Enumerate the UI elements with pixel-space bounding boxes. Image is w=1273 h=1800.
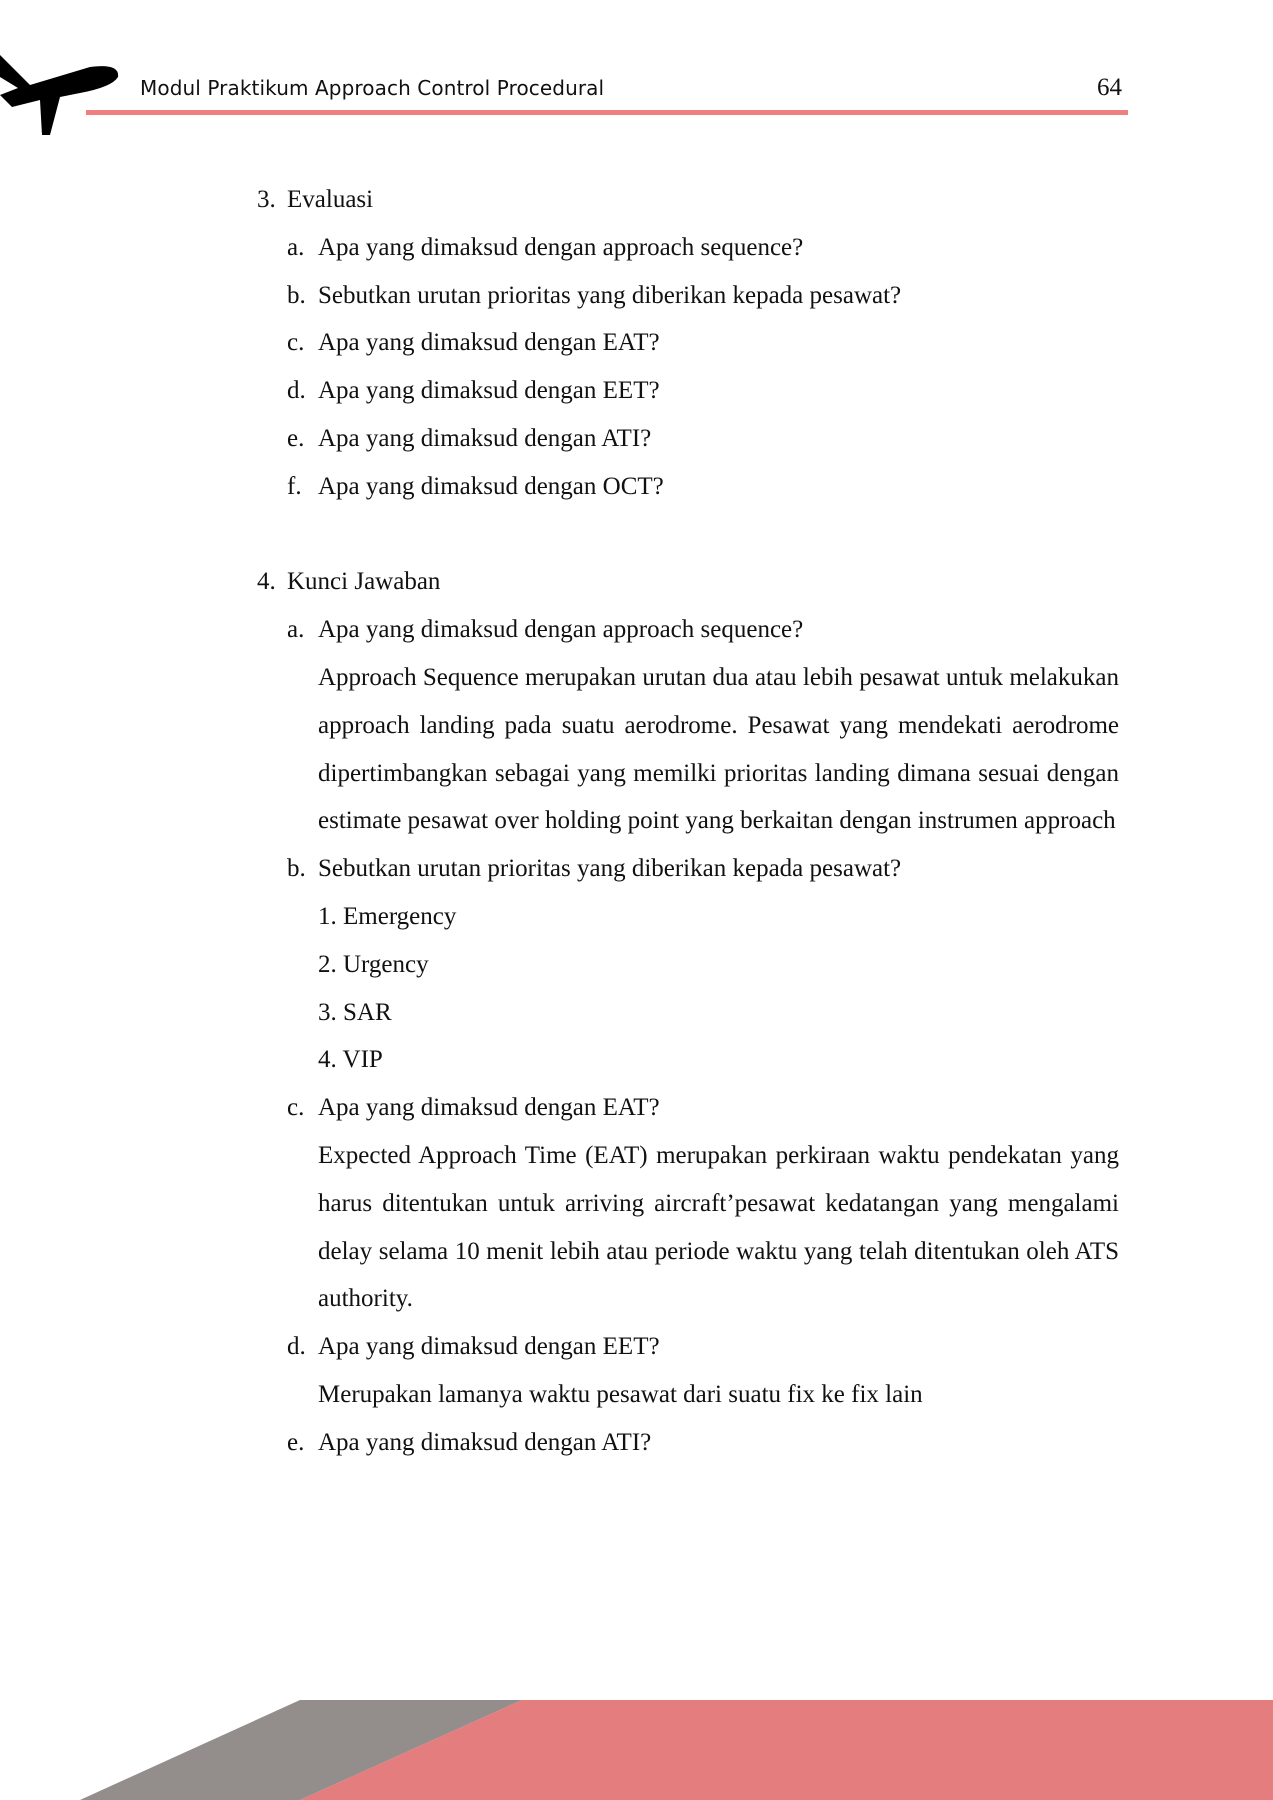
answer-text: Expected Approach Time (EAT) merupakan perkiraan waktu pendekatan yang harus ditentukan untuk arriving aircraft’pesawat kedatangan yang mengalami delay selama 10 menit lebih atau periode waktu yang telah ditentukan oleh ATS authority. (318, 1141, 1119, 1313)
list-item (257, 415, 1119, 463)
list-item (257, 367, 1119, 415)
item-question: Sebutkan urutan prioritas yang diberikan kepada pesawat? (318, 281, 902, 309)
list-item (257, 1419, 1119, 1467)
item-label: a. (287, 233, 305, 261)
answer-text: Merupakan lamanya waktu pesawat dari suatu fix ke fix lain (318, 1380, 923, 1408)
section-heading (257, 176, 1119, 224)
item-question: Apa yang dimaksud dengan EAT? (318, 329, 660, 357)
list-item (257, 1084, 1119, 1132)
header-divider (86, 110, 1128, 115)
item-label: d. (287, 1333, 306, 1361)
list-item (257, 272, 1119, 320)
item-question: Apa yang dimaksud dengan OCT? (318, 472, 664, 500)
item-question: Apa yang dimaksud dengan approach sequence? (318, 616, 804, 644)
item-question: Apa yang dimaksud dengan approach sequence? (318, 233, 804, 261)
item-label: e. (287, 1428, 305, 1456)
list-item (257, 224, 1119, 272)
item-label: a. (287, 616, 305, 644)
section-number: 4. (257, 568, 276, 596)
answer-text: Approach Sequence merupakan urutan dua atau lebih pesawat untuk melakukan approach landing pada suatu aerodrome. Pesawat yang mendekati aerodrome dipertimbangkan sebagai yang memilki prioritas landing dimana sesuai dengan estimate pesawat over holding point yang berkaitan dengan instrumen approach (318, 663, 1119, 835)
priority-item: 2. Urgency (318, 950, 429, 978)
priority-item: 1. Emergency (318, 902, 457, 930)
item-label: c. (287, 1094, 305, 1122)
page-number: 64 (1097, 74, 1122, 101)
item-question: Apa yang dimaksud dengan ATI? (318, 1428, 652, 1456)
priority-item: 3. SAR (318, 998, 392, 1026)
item-label: e. (287, 424, 305, 452)
list-item (257, 463, 1119, 511)
item-label: c. (287, 329, 305, 357)
section-title: Kunci Jawaban (287, 568, 441, 596)
list-item (257, 845, 1119, 893)
item-question: Apa yang dimaksud dengan EET? (318, 377, 660, 405)
page-content (257, 176, 1119, 1467)
item-question: Apa yang dimaksud dengan EAT? (318, 1094, 660, 1122)
airplane-icon (0, 55, 125, 135)
list-item (257, 1323, 1119, 1371)
header-title: Modul Praktikum Approach Control Procedural (140, 76, 605, 100)
footer-decoration (0, 1700, 1273, 1800)
item-question: Sebutkan urutan prioritas yang diberikan kepada pesawat? (318, 855, 902, 883)
list-item (257, 606, 1119, 654)
item-label: b. (287, 855, 306, 883)
section-title: Evaluasi (287, 186, 374, 213)
item-label: f. (287, 472, 302, 500)
priority-item: 4. VIP (318, 1046, 383, 1074)
section-heading (257, 558, 1119, 606)
item-question: Apa yang dimaksud dengan EET? (318, 1333, 660, 1361)
item-label: d. (287, 377, 306, 405)
list-item (257, 319, 1119, 367)
section-number: 3. (257, 186, 276, 213)
item-label: b. (287, 281, 306, 309)
item-question: Apa yang dimaksud dengan ATI? (318, 424, 652, 452)
